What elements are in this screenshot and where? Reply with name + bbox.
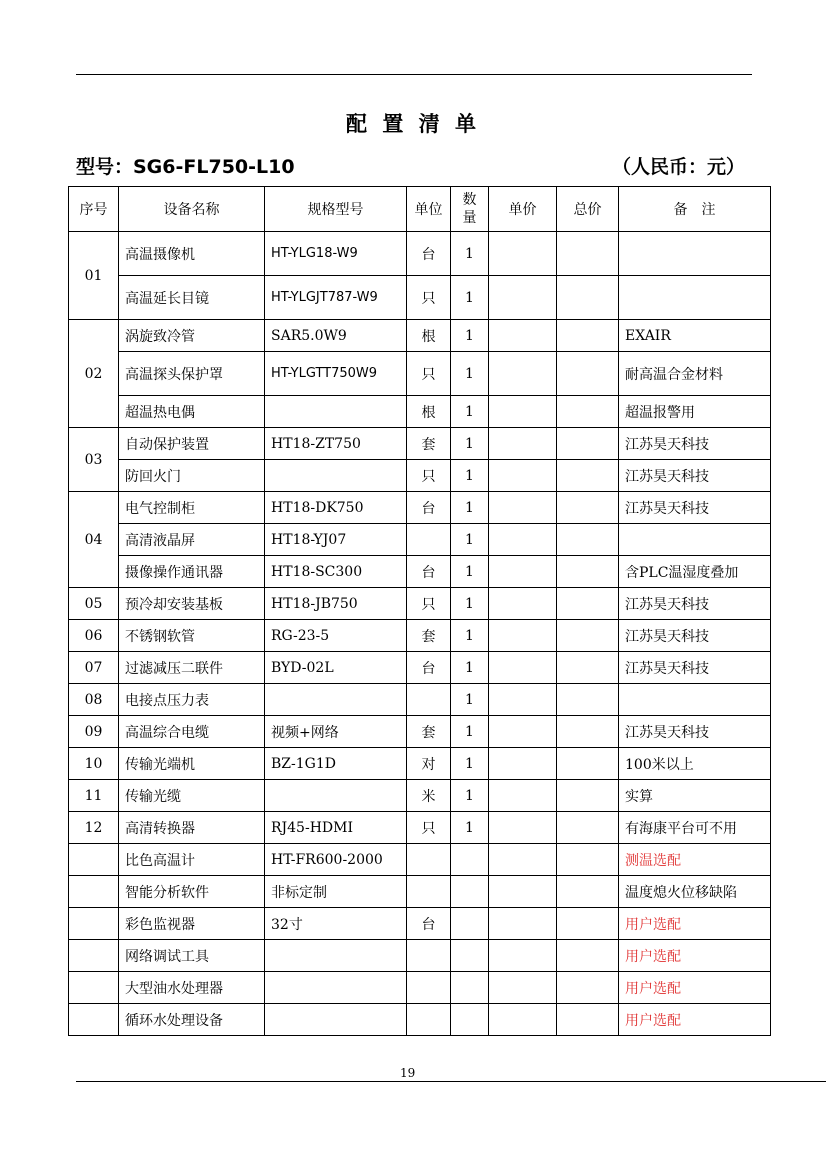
row-spec: SAR5.0W9	[265, 320, 407, 352]
row-qty: 1	[451, 684, 489, 716]
row-unit-price	[489, 352, 557, 396]
row-name: 网络调试工具	[119, 940, 265, 972]
row-total	[557, 232, 619, 276]
table-row	[69, 428, 771, 460]
row-total	[557, 352, 619, 396]
row-qty: 1	[451, 276, 489, 320]
footer-rule	[76, 1081, 826, 1082]
row-qty	[451, 972, 489, 1004]
row-qty: 1	[451, 460, 489, 492]
model-number: 型号：SG6-FL750-L10	[76, 156, 295, 178]
row-unit: 根	[407, 320, 451, 352]
row-unit-price	[489, 620, 557, 652]
table-row	[69, 276, 771, 320]
row-total	[557, 748, 619, 780]
row-unit	[407, 1004, 451, 1036]
row-qty	[451, 940, 489, 972]
row-unit-price	[489, 812, 557, 844]
row-remark: 100米以上	[619, 748, 771, 780]
row-seq	[69, 876, 119, 908]
header-remark: 备 注	[619, 187, 771, 232]
header-rule	[76, 74, 752, 75]
table-row	[69, 716, 771, 748]
row-unit-price	[489, 556, 557, 588]
row-total	[557, 492, 619, 524]
row-spec: HT-YLG18-W9	[265, 232, 407, 276]
row-qty	[451, 844, 489, 876]
row-spec: HT18-JB750	[265, 588, 407, 620]
header-name: 设备名称	[119, 187, 265, 232]
row-unit-price	[489, 428, 557, 460]
row-unit-price	[489, 276, 557, 320]
document-title: 配 置 清 单	[346, 112, 480, 136]
row-remark: 用户选配	[619, 908, 771, 940]
row-spec: HT-YLGJT787-W9	[265, 276, 407, 320]
row-spec: RJ45-HDMI	[265, 812, 407, 844]
row-seq	[69, 972, 119, 1004]
row-spec	[265, 1004, 407, 1036]
row-remark: 测温选配	[619, 844, 771, 876]
table-row	[69, 320, 771, 352]
row-qty: 1	[451, 716, 489, 748]
row-unit-price	[489, 716, 557, 748]
row-unit	[407, 940, 451, 972]
row-name: 不锈钢软管	[119, 620, 265, 652]
table-row	[69, 844, 771, 876]
row-unit-price	[489, 396, 557, 428]
row-seq: 06	[69, 620, 119, 652]
row-remark: 江苏昊天科技	[619, 428, 771, 460]
table-row	[69, 876, 771, 908]
row-unit: 只	[407, 812, 451, 844]
row-spec: BYD-02L	[265, 652, 407, 684]
row-name: 比色高温计	[119, 844, 265, 876]
row-qty: 1	[451, 232, 489, 276]
row-name: 摄像操作通讯器	[119, 556, 265, 588]
row-spec: HT18-DK750	[265, 492, 407, 524]
row-name: 电气控制柜	[119, 492, 265, 524]
row-total	[557, 396, 619, 428]
row-remark: 实算	[619, 780, 771, 812]
row-remark: 用户选配	[619, 972, 771, 1004]
row-name: 自动保护装置	[119, 428, 265, 460]
row-total	[557, 940, 619, 972]
table-row	[69, 940, 771, 972]
row-qty: 1	[451, 588, 489, 620]
row-name: 大型油水处理器	[119, 972, 265, 1004]
row-seq: 05	[69, 588, 119, 620]
row-unit-price	[489, 524, 557, 556]
row-spec	[265, 684, 407, 716]
row-total	[557, 780, 619, 812]
row-remark: 温度熄火位移缺陷	[619, 876, 771, 908]
row-total	[557, 588, 619, 620]
table-row	[69, 748, 771, 780]
row-name: 传输光缆	[119, 780, 265, 812]
row-qty: 1	[451, 428, 489, 460]
configuration-table	[68, 186, 771, 1036]
row-unit-price	[489, 588, 557, 620]
row-spec: 32寸	[265, 908, 407, 940]
row-remark: 耐高温合金材料	[619, 352, 771, 396]
row-qty: 1	[451, 748, 489, 780]
row-unit: 只	[407, 588, 451, 620]
row-name: 传输光端机	[119, 748, 265, 780]
header-unit: 单位	[407, 187, 451, 232]
row-spec	[265, 972, 407, 1004]
header-spec: 规格型号	[265, 187, 407, 232]
row-seq: 07	[69, 652, 119, 684]
row-total	[557, 460, 619, 492]
row-unit: 台	[407, 556, 451, 588]
row-seq: 04	[69, 492, 119, 588]
row-unit-price	[489, 652, 557, 684]
row-unit-price	[489, 972, 557, 1004]
header-total: 总价	[557, 187, 619, 232]
row-unit: 只	[407, 276, 451, 320]
row-remark	[619, 232, 771, 276]
table-row	[69, 232, 771, 276]
row-unit: 对	[407, 748, 451, 780]
row-qty: 1	[451, 780, 489, 812]
row-unit-price	[489, 876, 557, 908]
table-row	[69, 524, 771, 556]
row-total	[557, 812, 619, 844]
header-qty	[451, 187, 489, 232]
row-spec	[265, 940, 407, 972]
row-qty: 1	[451, 396, 489, 428]
row-unit: 只	[407, 352, 451, 396]
row-name: 彩色监视器	[119, 908, 265, 940]
row-unit-price	[489, 908, 557, 940]
row-unit	[407, 972, 451, 1004]
row-remark	[619, 524, 771, 556]
header-qty-line2: 量	[462, 210, 477, 226]
row-total	[557, 652, 619, 684]
row-seq: 09	[69, 716, 119, 748]
row-qty: 1	[451, 556, 489, 588]
row-spec: HT18-SC300	[265, 556, 407, 588]
row-total	[557, 320, 619, 352]
table-row	[69, 1004, 771, 1036]
row-remark: 超温报警用	[619, 396, 771, 428]
row-qty: 1	[451, 524, 489, 556]
row-qty: 1	[451, 812, 489, 844]
row-remark	[619, 276, 771, 320]
row-total	[557, 276, 619, 320]
row-spec	[265, 780, 407, 812]
row-name: 循环水处理设备	[119, 1004, 265, 1036]
row-spec	[265, 396, 407, 428]
row-seq: 10	[69, 748, 119, 780]
row-name: 涡旋致冷管	[119, 320, 265, 352]
row-remark: 江苏昊天科技	[619, 492, 771, 524]
row-seq	[69, 1004, 119, 1036]
table-header-row	[69, 187, 771, 232]
row-name: 预冷却安装基板	[119, 588, 265, 620]
table-row	[69, 556, 771, 588]
row-total	[557, 1004, 619, 1036]
row-seq	[69, 908, 119, 940]
table-row	[69, 908, 771, 940]
row-spec	[265, 460, 407, 492]
row-spec: 视频+网络	[265, 716, 407, 748]
row-total	[557, 524, 619, 556]
row-unit-price	[489, 320, 557, 352]
row-qty: 1	[451, 320, 489, 352]
header-unit-price: 单价	[489, 187, 557, 232]
row-name: 防回火门	[119, 460, 265, 492]
table-row	[69, 460, 771, 492]
row-unit: 台	[407, 232, 451, 276]
row-name: 高温延长目镜	[119, 276, 265, 320]
row-total	[557, 428, 619, 460]
row-unit-price	[489, 460, 557, 492]
row-unit-price	[489, 492, 557, 524]
row-qty	[451, 876, 489, 908]
page-number: 19	[400, 1066, 416, 1080]
row-spec: HT18-ZT750	[265, 428, 407, 460]
row-qty: 1	[451, 652, 489, 684]
row-name: 高温摄像机	[119, 232, 265, 276]
header-qty-line1: 数	[462, 192, 477, 208]
row-remark: 有海康平台可不用	[619, 812, 771, 844]
row-total	[557, 844, 619, 876]
row-unit-price	[489, 748, 557, 780]
row-unit-price	[489, 684, 557, 716]
row-unit: 套	[407, 428, 451, 460]
row-seq	[69, 844, 119, 876]
row-unit-price	[489, 1004, 557, 1036]
table-row	[69, 780, 771, 812]
table-row	[69, 396, 771, 428]
row-total	[557, 684, 619, 716]
row-unit: 台	[407, 652, 451, 684]
row-total	[557, 876, 619, 908]
row-seq: 02	[69, 320, 119, 428]
row-spec: BZ-1G1D	[265, 748, 407, 780]
row-name: 高温综合电缆	[119, 716, 265, 748]
row-unit-price	[489, 232, 557, 276]
table-row	[69, 620, 771, 652]
row-remark: 江苏昊天科技	[619, 588, 771, 620]
row-unit	[407, 844, 451, 876]
row-qty	[451, 1004, 489, 1036]
row-unit: 台	[407, 492, 451, 524]
table-row	[69, 352, 771, 396]
header-seq: 序号	[69, 187, 119, 232]
row-spec: 非标定制	[265, 876, 407, 908]
row-seq: 01	[69, 232, 119, 320]
row-remark: 江苏昊天科技	[619, 716, 771, 748]
row-qty: 1	[451, 352, 489, 396]
row-unit: 只	[407, 460, 451, 492]
row-seq: 08	[69, 684, 119, 716]
row-remark: 含PLC温湿度叠加	[619, 556, 771, 588]
row-unit: 台	[407, 908, 451, 940]
row-unit: 米	[407, 780, 451, 812]
row-remark: 江苏昊天科技	[619, 652, 771, 684]
row-seq: 11	[69, 780, 119, 812]
table-row	[69, 684, 771, 716]
table-row	[69, 812, 771, 844]
row-spec: HT-YLGTT750W9	[265, 352, 407, 396]
row-unit-price	[489, 844, 557, 876]
row-remark: EXAIR	[619, 320, 771, 352]
table-row	[69, 588, 771, 620]
row-unit: 套	[407, 620, 451, 652]
row-remark: 用户选配	[619, 940, 771, 972]
table-row	[69, 972, 771, 1004]
row-seq: 12	[69, 812, 119, 844]
row-remark: 用户选配	[619, 1004, 771, 1036]
row-name: 智能分析软件	[119, 876, 265, 908]
row-seq	[69, 940, 119, 972]
row-unit: 根	[407, 396, 451, 428]
row-unit	[407, 524, 451, 556]
row-qty: 1	[451, 620, 489, 652]
row-remark: 江苏昊天科技	[619, 620, 771, 652]
row-name: 超温热电偶	[119, 396, 265, 428]
row-unit-price	[489, 940, 557, 972]
row-remark	[619, 684, 771, 716]
table-row	[69, 652, 771, 684]
row-name: 高清转换器	[119, 812, 265, 844]
row-qty	[451, 908, 489, 940]
row-unit: 套	[407, 716, 451, 748]
row-total	[557, 716, 619, 748]
row-unit	[407, 684, 451, 716]
row-qty: 1	[451, 492, 489, 524]
row-remark: 江苏昊天科技	[619, 460, 771, 492]
row-total	[557, 908, 619, 940]
row-unit	[407, 876, 451, 908]
currency-note: （人民币：元）	[612, 156, 746, 178]
row-seq: 03	[69, 428, 119, 492]
row-spec: HT18-YJ07	[265, 524, 407, 556]
row-name: 过滤减压二联件	[119, 652, 265, 684]
row-spec: RG-23-5	[265, 620, 407, 652]
row-total	[557, 556, 619, 588]
row-name: 高温探头保护罩	[119, 352, 265, 396]
row-total	[557, 972, 619, 1004]
row-name: 高清液晶屏	[119, 524, 265, 556]
row-unit-price	[489, 780, 557, 812]
row-spec: HT-FR600-2000	[265, 844, 407, 876]
table-row	[69, 492, 771, 524]
row-total	[557, 620, 619, 652]
row-name: 电接点压力表	[119, 684, 265, 716]
